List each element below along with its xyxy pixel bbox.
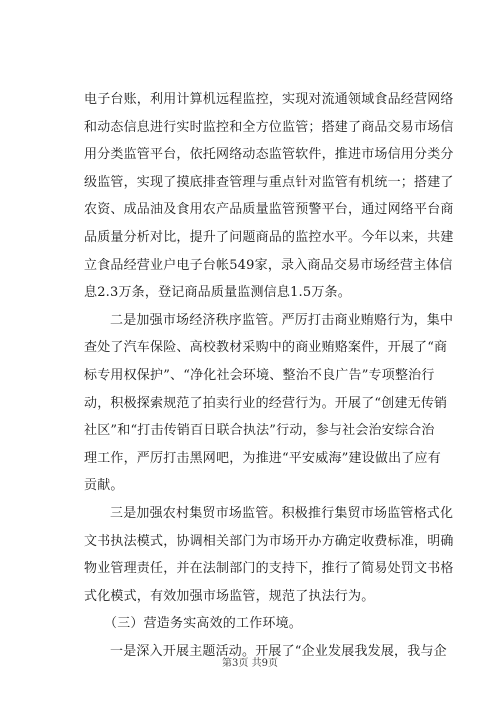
section-heading: （三）营造务实高效的工作环境。 bbox=[104, 616, 303, 632]
paragraph-start-line: 一是深入开展主题活动。开展了“企业发展我发展，我与企 bbox=[110, 643, 447, 659]
text-line: 理工作，严厉打击黑网吧，为推进“平安威海”建设做出了应有 bbox=[84, 450, 441, 466]
text-line: 品质量分析对比，提升了问题商品的监控水平。今年以来，共建 bbox=[84, 229, 454, 245]
text-line: 文书执法模式，协调相关部门为市场开办方确定收费标准，明确 bbox=[84, 533, 454, 549]
text-line: 动，积极探索规范了拍卖行业的经营行为。开展了“创建无传销 bbox=[84, 395, 448, 411]
text-line: 息2.3万条，登记商品质量监测信息1.5万条。 bbox=[84, 285, 351, 301]
text-line: 级监管，实现了摸底排查管理与重点针对监管有机统一；搭建了 bbox=[84, 174, 454, 190]
page-number-footer: 第3页 共9页 bbox=[222, 658, 278, 669]
body-text bbox=[84, 86, 454, 665]
paragraph-start-line: 三是加强农村集贸市场监管。积极推行集贸市场监管格式化 bbox=[110, 505, 454, 521]
text-line: 和动态信息进行实时监控和全方位监管；搭建了商品交易市场信 bbox=[84, 119, 454, 135]
text-line: 电子台账，利用计算机远程监控，实现对流通领域食品经营网络 bbox=[84, 92, 454, 107]
text-line: 标专用权保护”、“净化社会环境、整治不良广告”专项整治行 bbox=[84, 367, 435, 383]
text-line: 农资、成品油及食用农产品质量监管预警平台，通过网络平台商 bbox=[84, 202, 454, 218]
text-line: 社区”和“打击传销百日联合执法”行动，参与社会治安综合治 bbox=[84, 423, 435, 439]
text-line: 查处了汽车保险、高校教材采购中的商业贿赂案件，开展了“商 bbox=[84, 340, 448, 356]
text-line: 物业管理责任，并在法制部门的支持下，推行了简易处罚文书格 bbox=[84, 561, 454, 577]
text-line: 式化模式，有效加强市场监管，规范了执法行为。 bbox=[84, 588, 375, 604]
text-line: 立食品经营业户电子台帐549家，录入商品交易市场经营主体信 bbox=[84, 257, 453, 273]
text-line: 用分类监管平台，依托网络动态监管软件，推进市场信用分类分 bbox=[84, 147, 454, 163]
text-line: 贡献。 bbox=[84, 478, 124, 494]
paragraph-start-line: 二是加强市场经济秩序监管。严厉打击商业贿赂行为，集中 bbox=[110, 312, 454, 328]
